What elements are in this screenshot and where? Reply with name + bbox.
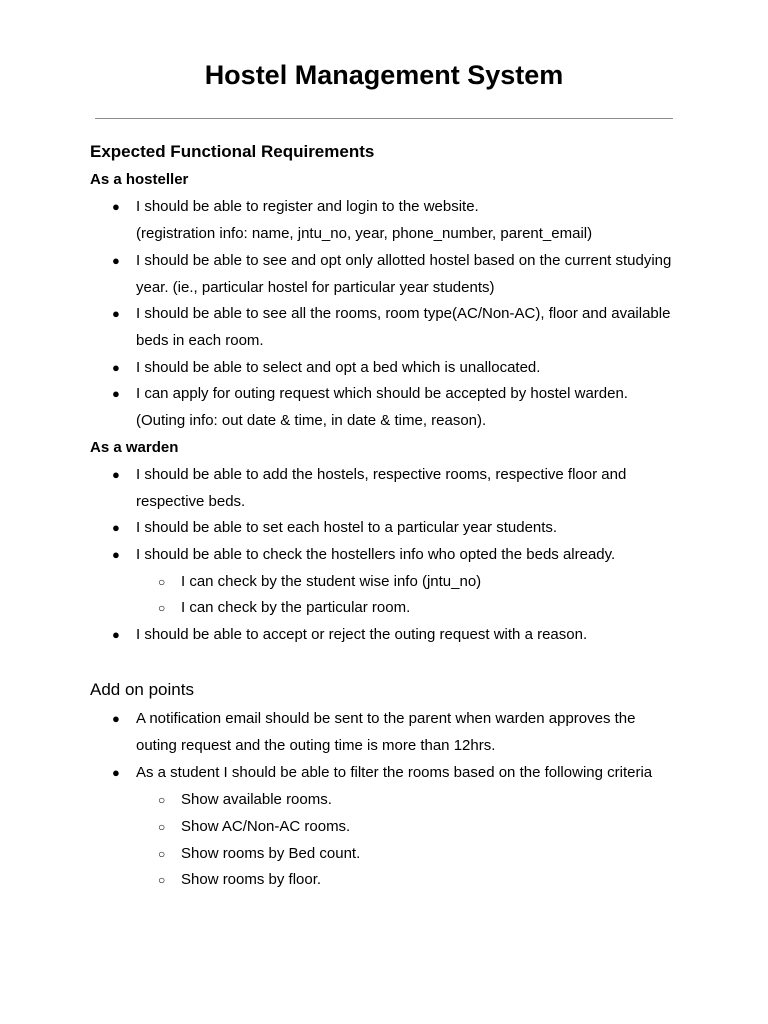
addon-item-2-sub-1: Show available rooms. (181, 791, 332, 808)
bullet-icon: ● (112, 467, 120, 482)
warden-item-4-line-1: I should be able to accept or reject the outing request with a reason. (136, 626, 588, 643)
bullet-icon: ● (112, 199, 120, 214)
addon-item-2-sub-2: Show AC/Non-AC rooms. (181, 818, 351, 835)
warden-item-3-sub-2: I can check by the particular room. (181, 599, 411, 616)
hosteller-item-2-line-2: year. (ie., particular hostel for particular year students) (136, 279, 495, 296)
warden-item-2-line-1: I should be able to set each hostel to a particular year students. (136, 519, 558, 536)
bullet-icon: ● (112, 360, 120, 375)
addon-item-1-line-1: A notification email should be sent to the parent when warden approves the (136, 710, 636, 727)
bullet-icon: ● (112, 627, 120, 642)
addon-item-1-line-2: outing request and the outing time is more than 12hrs. (136, 737, 496, 754)
sub-bullet-icon: ○ (158, 873, 166, 887)
hosteller-item-5-line-1: I can apply for outing request which should be accepted by hostel warden. (136, 385, 628, 402)
horizontal-rule (95, 118, 673, 119)
warden-heading: As a warden (90, 439, 179, 456)
bullet-icon: ● (112, 386, 120, 401)
sub-bullet-icon: ○ (158, 847, 166, 861)
hosteller-item-3-line-1: I should be able to see all the rooms, room type(AC/Non-AC), floor and available (136, 305, 671, 322)
hosteller-item-4-line-1: I should be able to select and opt a bed which is unallocated. (136, 359, 541, 376)
addon-heading: Add on points (90, 680, 194, 699)
hosteller-item-3-line-2: beds in each room. (136, 332, 264, 349)
addon-item-2-sub-3: Show rooms by Bed count. (181, 845, 361, 862)
warden-item-3-line-1: I should be able to check the hostellers info who opted the beds already. (136, 546, 616, 563)
warden-item-3-sub-1: I can check by the student wise info (jntu_no) (181, 573, 482, 590)
bullet-icon: ● (112, 711, 120, 726)
bullet-icon: ● (112, 306, 120, 321)
sub-bullet-icon: ○ (158, 601, 166, 615)
addon-item-2-line-1: As a student I should be able to filter the rooms based on the following criteria (136, 764, 653, 781)
bullet-icon: ● (112, 253, 120, 268)
page-title: Hostel Management System (204, 60, 564, 90)
warden-item-1-line-1: I should be able to add the hostels, respective rooms, respective floor and (136, 466, 627, 483)
warden-item-1-line-2: respective beds. (136, 493, 246, 510)
bullet-icon: ● (112, 765, 120, 780)
bullet-icon: ● (112, 520, 120, 535)
sub-bullet-icon: ○ (158, 820, 166, 834)
hosteller-item-1-line-1: I should be able to register and login to the website. (136, 198, 479, 215)
section-heading: Expected Functional Requirements (90, 142, 375, 161)
hosteller-item-1-line-2: (registration info: name, jntu_no, year, phone_number, parent_email) (136, 225, 593, 242)
hosteller-item-2-line-1: I should be able to see and opt only allotted hostel based on the current studying (136, 252, 672, 269)
sub-bullet-icon: ○ (158, 793, 166, 807)
bullet-icon: ● (112, 547, 120, 562)
sub-bullet-icon: ○ (158, 575, 166, 589)
addon-item-2-sub-4: Show rooms by floor. (181, 871, 322, 888)
hosteller-heading: As a hosteller (90, 171, 189, 188)
hosteller-item-5-line-2: (Outing info: out date & time, in date & time, reason). (136, 412, 487, 429)
